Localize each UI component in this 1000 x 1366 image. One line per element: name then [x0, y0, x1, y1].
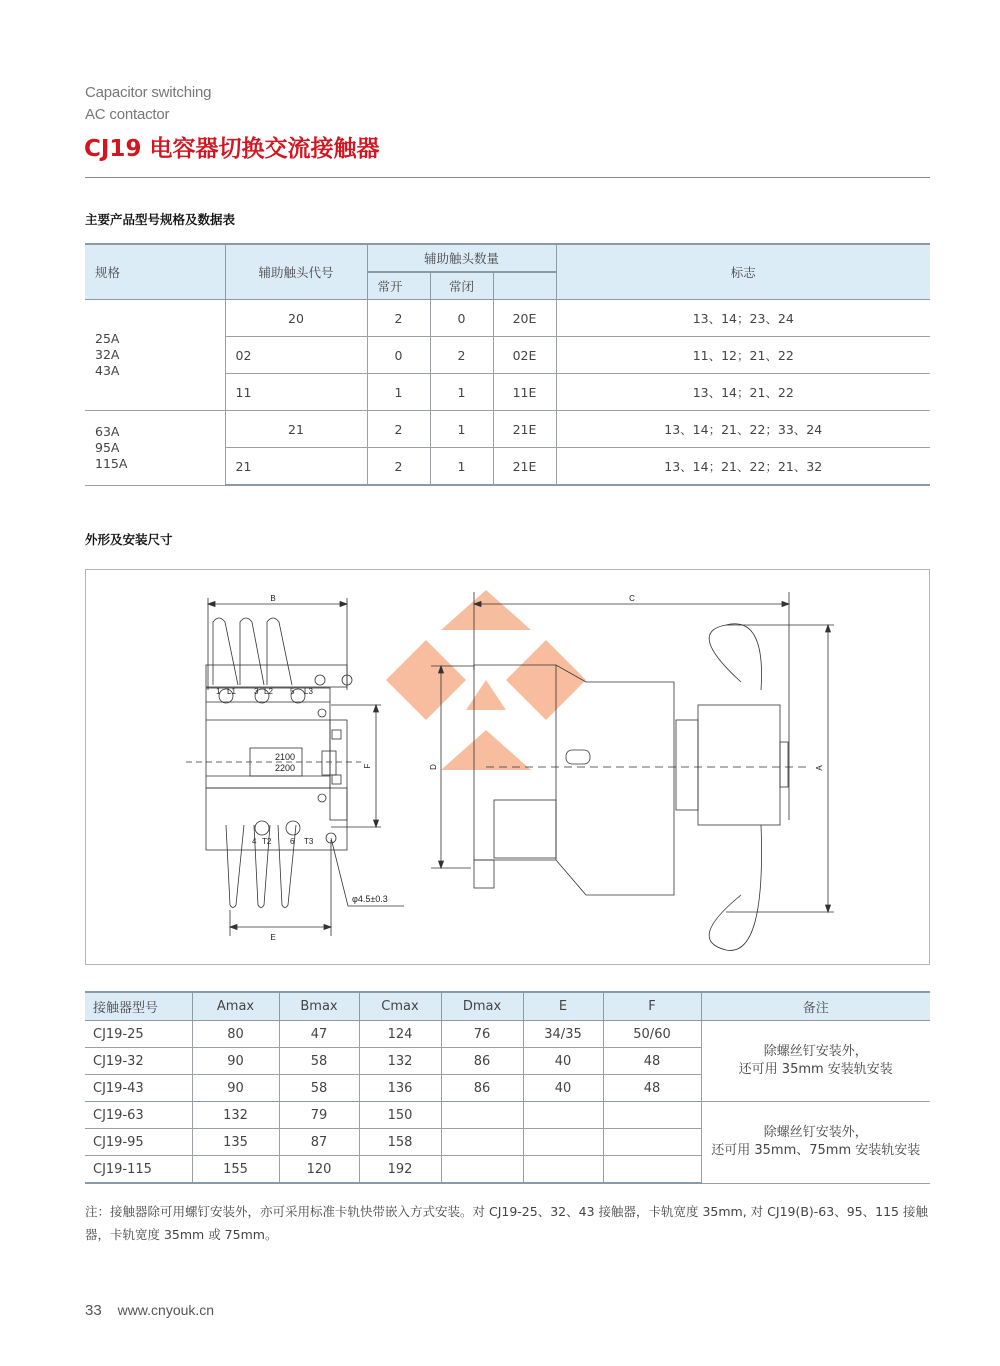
amax-cell: 90: [192, 1048, 279, 1075]
bmax-cell: 120: [279, 1156, 359, 1184]
bmax-cell: 87: [279, 1129, 359, 1156]
dimensions-table-header: [85, 992, 930, 1021]
label-terminal-4: 4: [252, 837, 257, 846]
model-cell: CJ19-25: [85, 1021, 192, 1048]
arc-tube: [213, 618, 238, 685]
cmax-cell: 132: [359, 1048, 441, 1075]
amax-cell: 80: [192, 1021, 279, 1048]
e-cell: 40: [523, 1048, 603, 1075]
header-spec: 规格: [85, 244, 225, 300]
side-view: [386, 590, 834, 950]
page-title: CJ19 电容器切换交流接触器: [84, 136, 380, 162]
label-d: D: [429, 764, 438, 770]
bmax-cell: 79: [279, 1102, 359, 1129]
arrow: [324, 925, 331, 930]
arc-tube: [267, 618, 292, 685]
label-terminal-6: 6: [290, 837, 295, 846]
table-row: [85, 300, 930, 337]
f-cell: [603, 1102, 701, 1129]
remark-line: 除螺丝钉安装外，: [763, 1044, 868, 1059]
remark-line: 还可用 35mm、75mm 安装轨安装: [711, 1143, 921, 1159]
label-terminal-t3: T3: [304, 837, 314, 846]
cmax-cell: 192: [359, 1156, 441, 1184]
arrow: [826, 905, 831, 912]
spec-line: 25A: [95, 331, 120, 346]
terminal-screw: [286, 821, 300, 835]
header-normally-open: 常开: [367, 272, 430, 300]
cmax-cell: 136: [359, 1075, 441, 1102]
remark-cell: [701, 1102, 930, 1184]
f-cell: 48: [603, 1075, 701, 1102]
bmax-cell: 58: [279, 1075, 359, 1102]
page-number: 33: [85, 1302, 102, 1319]
table-row: [85, 1102, 930, 1129]
aux-adapter: [676, 720, 698, 810]
spec-line: 95A: [95, 439, 120, 455]
remark-cell: [701, 1021, 930, 1102]
suffix-cell: 21E: [493, 411, 556, 448]
e-cell: [523, 1129, 603, 1156]
e-cell: [523, 1156, 603, 1184]
spec-line: 43A: [95, 363, 120, 378]
top-housing: [206, 665, 347, 687]
spec-table: [85, 243, 930, 486]
label-terminal-l1: L1: [227, 687, 236, 696]
dmax-cell: 86: [441, 1048, 523, 1075]
label-aux-2200: 2200: [274, 763, 295, 773]
suffix-cell: 11E: [493, 374, 556, 411]
f-cell: 50/60: [603, 1021, 701, 1048]
aux-code-cell: 02: [225, 337, 367, 374]
no-cell: 2: [367, 300, 430, 337]
nc-cell: 1: [430, 448, 493, 486]
no-cell: 1: [367, 374, 430, 411]
no-cell: 0: [367, 337, 430, 374]
dimension-drawing-frame: [85, 569, 930, 965]
dmax-cell: [441, 1129, 523, 1156]
suffix-cell: 02E: [493, 337, 556, 374]
header-e: E: [523, 992, 603, 1021]
label-a: A: [815, 765, 824, 771]
installation-note: 注：接触器除可用螺钉安装外，亦可采用标准卡轨快带嵌入方式安装。对 CJ19-25、32、43 接触器，卡轨宽度 35mm, 对 CJ19(B)-63、95、115 接触器，卡轨宽度 35mm 或 75mm。: [85, 1204, 928, 1242]
page-footer: [85, 1302, 214, 1319]
amax-cell: 132: [192, 1102, 279, 1129]
arrow: [208, 602, 215, 607]
aux-code-cell: 21: [225, 448, 367, 486]
nc-cell: 1: [430, 374, 493, 411]
label-c: C: [629, 594, 635, 603]
label-terminal-t2: T2: [262, 837, 272, 846]
aux-code-cell: 21: [225, 411, 367, 448]
marking-cell: 13、14；23、24: [556, 300, 930, 337]
header-normally-closed: 常闭: [430, 272, 493, 300]
dimensions-heading: 外形及安装尺寸: [85, 532, 173, 547]
header-aux-count: 辅助触头数量: [367, 244, 556, 272]
dmax-cell: [441, 1156, 523, 1184]
bmax-cell: 47: [279, 1021, 359, 1048]
e-cell: 40: [523, 1075, 603, 1102]
label-e: E: [270, 933, 276, 942]
cable-loop-top: [709, 624, 761, 690]
model-cell: CJ19-115: [85, 1156, 192, 1184]
header-remarks: 备注: [701, 992, 930, 1021]
model-cell: CJ19-95: [85, 1129, 192, 1156]
rail-clip: [474, 860, 494, 888]
no-cell: 2: [367, 448, 430, 486]
label-terminal-l2: L2: [264, 687, 273, 696]
label-aux-2100: 2100: [274, 752, 295, 762]
nc-cell: 2: [430, 337, 493, 374]
suffix-cell: 21E: [493, 448, 556, 486]
subtitle-en-line2: AC contactor: [85, 106, 170, 123]
bmax-cell: 58: [279, 1048, 359, 1075]
header-cmax: Cmax: [359, 992, 441, 1021]
cable-loop-bottom: [709, 825, 761, 950]
amax-cell: 135: [192, 1129, 279, 1156]
header-dmax: Dmax: [441, 992, 523, 1021]
remark-line: 还可用 35mm 安装轨安装: [738, 1062, 893, 1077]
arrow: [782, 602, 789, 607]
cmax-cell: 158: [359, 1129, 441, 1156]
header-f: F: [603, 992, 701, 1021]
arrow: [230, 925, 237, 930]
aux-window: [332, 730, 341, 739]
marking-cell: 13、14；21、22；21、32: [556, 448, 930, 486]
label-terminal-5: 5: [290, 687, 295, 696]
spec-table-header-row: [85, 244, 930, 272]
label-terminal-1: 1: [216, 687, 221, 696]
arc-tube: [226, 825, 244, 908]
f-cell: [603, 1129, 701, 1156]
model-cell: CJ19-32: [85, 1048, 192, 1075]
nc-cell: 0: [430, 300, 493, 337]
e-cell: [523, 1102, 603, 1129]
amax-cell: 155: [192, 1156, 279, 1184]
spec-cell: [85, 300, 225, 411]
arc-tube: [240, 618, 264, 685]
nc-cell: 1: [430, 411, 493, 448]
label-f: F: [363, 763, 372, 769]
marking-cell: 11、12；21、22: [556, 337, 930, 374]
marking-cell: 13、14；21、22；33、24: [556, 411, 930, 448]
aux-button: [780, 742, 788, 787]
e-cell: 34/35: [523, 1021, 603, 1048]
aux-block: [330, 720, 347, 820]
aux-module: [698, 705, 780, 825]
arrow: [826, 625, 831, 632]
aux-screw: [315, 675, 325, 685]
arrow: [374, 820, 379, 827]
website-link[interactable]: www.cnyouk.cn: [117, 1302, 215, 1318]
no-cell: 2: [367, 411, 430, 448]
header-aux-code: 辅助触头代号: [225, 244, 367, 300]
f-cell: [603, 1156, 701, 1184]
spec-line: 63A: [95, 423, 120, 439]
spec-cell: [85, 411, 225, 486]
aux-window: [332, 775, 341, 784]
suffix-cell: 20E: [493, 300, 556, 337]
header-marking: 标志: [556, 244, 930, 300]
model-cell: CJ19-43: [85, 1075, 192, 1102]
remark-line: 除螺丝钉安装外，: [763, 1125, 868, 1141]
spec-line: 115A: [95, 455, 128, 471]
arrow: [374, 705, 379, 712]
plunger: [566, 750, 590, 764]
mount-screw: [318, 709, 326, 717]
table-row: [85, 411, 930, 448]
spec-line: 32A: [95, 347, 120, 362]
dmax-cell: 76: [441, 1021, 523, 1048]
coil-block: [494, 800, 556, 858]
label-b: B: [270, 594, 276, 603]
dimension-drawing: [86, 570, 929, 964]
f-cell: 48: [603, 1048, 701, 1075]
amax-cell: 90: [192, 1075, 279, 1102]
label-terminal-3: 3: [254, 687, 259, 696]
header-model: 接触器型号: [85, 992, 192, 1021]
subtitle-en-line1: Capacitor switching: [85, 84, 212, 101]
dmax-cell: [441, 1102, 523, 1129]
arrow: [340, 602, 347, 607]
contactor-side-body: [474, 665, 674, 895]
label-hole-diameter: φ4.5±0.3: [352, 894, 388, 904]
header-amax: Amax: [192, 992, 279, 1021]
label-terminal-l3: L3: [304, 687, 313, 696]
cmax-cell: 124: [359, 1021, 441, 1048]
aux-socket: [322, 751, 336, 775]
dmax-cell: 86: [441, 1075, 523, 1102]
spec-table-heading: 主要产品型号规格及数据表: [85, 212, 236, 227]
table-row: [85, 1021, 930, 1048]
mount-screw: [318, 794, 326, 802]
arrow: [439, 861, 444, 868]
cmax-cell: 150: [359, 1102, 441, 1129]
dimensions-table: [85, 991, 930, 1184]
header-blank: [493, 272, 556, 300]
terminal-screw: [255, 821, 269, 835]
aux-code-cell: 11: [225, 374, 367, 411]
aux-code-cell: 20: [225, 300, 367, 337]
header-bmax: Bmax: [279, 992, 359, 1021]
model-cell: CJ19-63: [85, 1102, 192, 1129]
header-divider: [85, 177, 930, 178]
marking-cell: 13、14；21、22: [556, 374, 930, 411]
